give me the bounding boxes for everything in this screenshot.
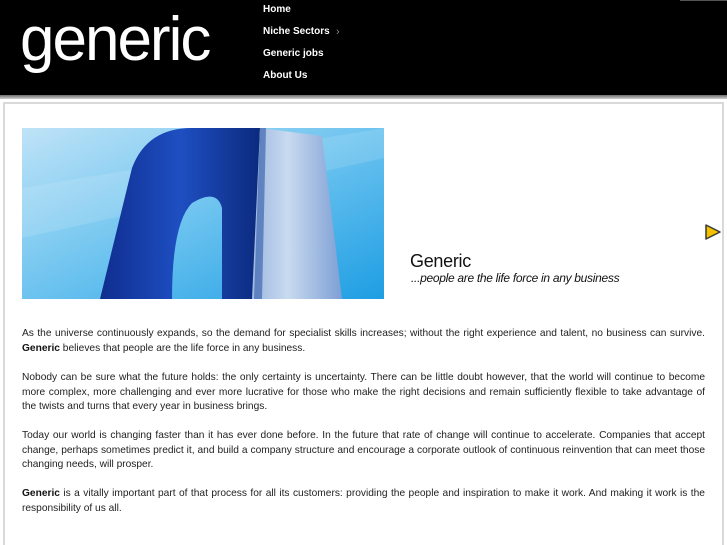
nav-item-home[interactable]: [263, 0, 291, 20]
nav-label: About Us: [263, 70, 308, 81]
change-paragraph: Today our world is changing faster than it has ever done before. In the future that rate of change will continue to accelerate. Companies that accept change, perhaps sometimes predict it, and build a company structure and encourage a corporate outlook of continuous reinvention that can meet those changing needs, will prosper.: [22, 430, 705, 471]
play-arrow-icon: [703, 223, 723, 241]
nav-item-about-us[interactable]: [263, 66, 307, 86]
paragraph-text: As the universe continuously expands, so the demand for specialist skills increases; without the right experience and talent, no business can survive.: [22, 328, 705, 339]
sculpture-photo: [22, 128, 384, 299]
closing-paragraph: [22, 487, 705, 516]
logo-text: generic: [20, 8, 210, 74]
paragraph-text: is a vitally important part of that process for all its customers: providing the people and inspiration to make it work. And making it work is the responsibility of us all.: [22, 488, 705, 514]
header-divider: [0, 95, 727, 99]
logo-wordmark: [18, 8, 218, 86]
banner-subtitle: ...people are the life force in any business: [411, 271, 620, 285]
paragraph-text: believes that people are the life force in any business.: [62, 342, 306, 354]
intro-paragraph: [22, 327, 705, 356]
brand-name: Generic: [22, 342, 60, 354]
banner-title: Generic: [410, 251, 471, 271]
divider: [680, 0, 727, 1]
nav-label: Niche Sectors: [263, 26, 330, 37]
nav-label: Generic jobs: [263, 48, 324, 59]
chevron-right-icon: ›: [336, 26, 340, 38]
site-logo[interactable]: [18, 8, 218, 86]
banner-image: [22, 128, 384, 299]
next-slide-button[interactable]: [703, 223, 723, 241]
future-paragraph: Nobody can be sure what the future holds: the only certainty is uncertainty. There can be little doubt however, that the world will continue to become more complex, more challenging and ever more lucrative for those who make the right decisions and remain sufficiently flexible to take advantage of the twists and turns that every year in business brings.: [22, 372, 705, 413]
brand-name: Generic: [22, 488, 60, 499]
nav-item-niche-sectors[interactable]: [263, 22, 340, 42]
nav-label: Home: [263, 4, 291, 15]
nav-item-generic-jobs[interactable]: [263, 44, 324, 64]
